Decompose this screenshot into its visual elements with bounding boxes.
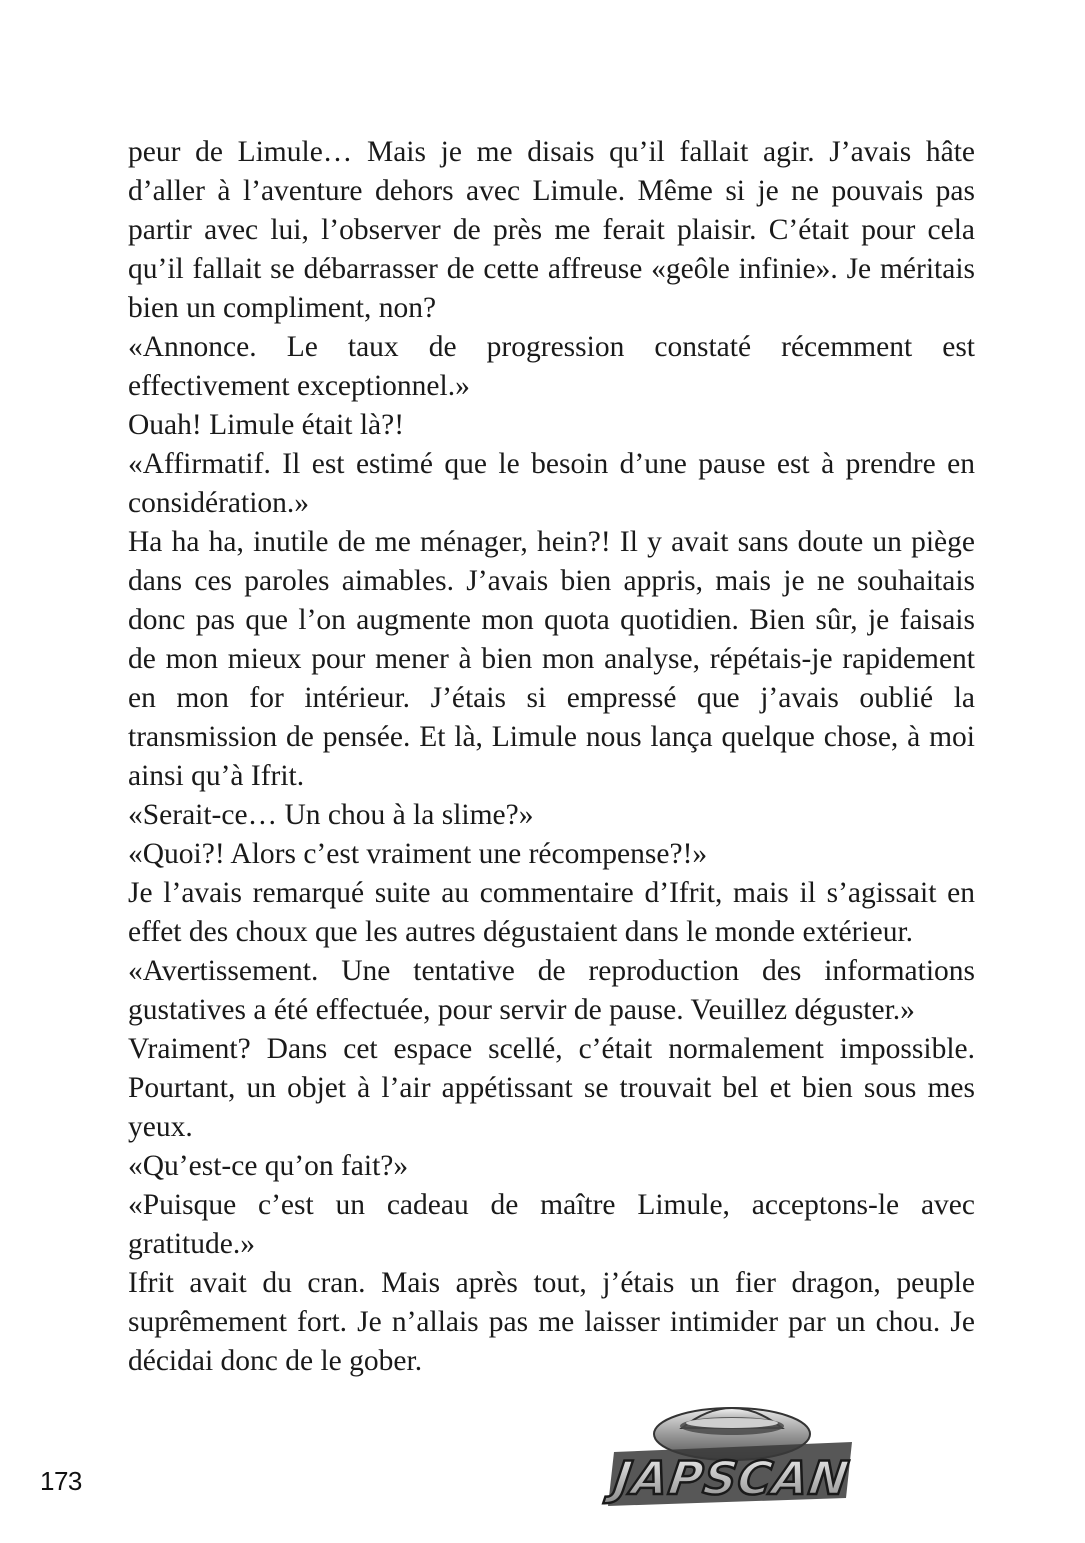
paragraph: Je l’avais remarqué suite au commentaire d’Ifrit, mais il s’agissait en effet des choux que les autres dégustaient dans le monde extérieur. bbox=[128, 877, 975, 948]
japscan-logo bbox=[600, 1390, 870, 1518]
paragraph: «Quoi?! Alors c’est vraiment une récompense?!» bbox=[128, 838, 708, 870]
paragraph: «Serait-ce… Un chou à la slime?» bbox=[128, 799, 534, 831]
ufo-icon bbox=[600, 1390, 870, 1518]
paragraph: «Puisque c’est un cadeau de maître Limule, acceptons-le avec gratitude.» bbox=[128, 1189, 975, 1260]
body-text bbox=[128, 133, 975, 1381]
paragraph: Vraiment? Dans cet espace scellé, c’était normalement impossible. Pourtant, un objet à l’air appétissant se trouvait bel et bien sous mes yeux. bbox=[128, 1033, 975, 1143]
paragraph: «Annonce. Le taux de progression constaté récemment est effectivement exceptionnel.» bbox=[128, 331, 975, 402]
logo-text: JAPSCAN bbox=[610, 1451, 853, 1505]
paragraph: «Qu’est-ce qu’on fait?» bbox=[128, 1150, 409, 1182]
paragraph: peur de Limule… Mais je me disais qu’il fallait agir. J’avais hâte d’aller à l’aventure dehors avec Limule. Même si je ne pouvais pas partir avec lui, l’observer de près me ferait plaisir. C’était pour cela qu’il fallait se débarrasser de cette affreuse «geôle infinie». Je méritais bien un compliment, non? bbox=[128, 136, 975, 324]
page-number: 173 bbox=[40, 1466, 82, 1496]
paragraph: Ha ha ha, inutile de me ménager, hein?! Il y avait sans doute un piège dans ces paroles aimables. J’avais bien appris, mais je ne souhaitais donc pas que l’on augmente mon quota quotidien. Bien sûr, je faisais de mon mieux pour mener à bien mon analyse, répétais-je rapidement en mon for intérieur. J’étais si empressé que j’avais oublié la transmission de pensée. Et là, Limule nous lança quelque chose, à moi ainsi qu’à Ifrit. bbox=[128, 526, 975, 792]
paragraph: «Affirmatif. Il est estimé que le besoin d’une pause est à prendre en considération.» bbox=[128, 448, 975, 519]
paragraph: Ouah! Limule était là?! bbox=[128, 409, 405, 441]
paragraph: Ifrit avait du cran. Mais après tout, j’étais un fier dragon, peuple suprêmement fort. Je n’allais pas me laisser intimider par un chou. Je décidai donc de le gober. bbox=[128, 1267, 975, 1377]
paragraph: «Avertissement. Une tentative de reproduction des informations gustatives a été effectuée, pour servir de pause. Veuillez déguster.» bbox=[128, 955, 975, 1026]
